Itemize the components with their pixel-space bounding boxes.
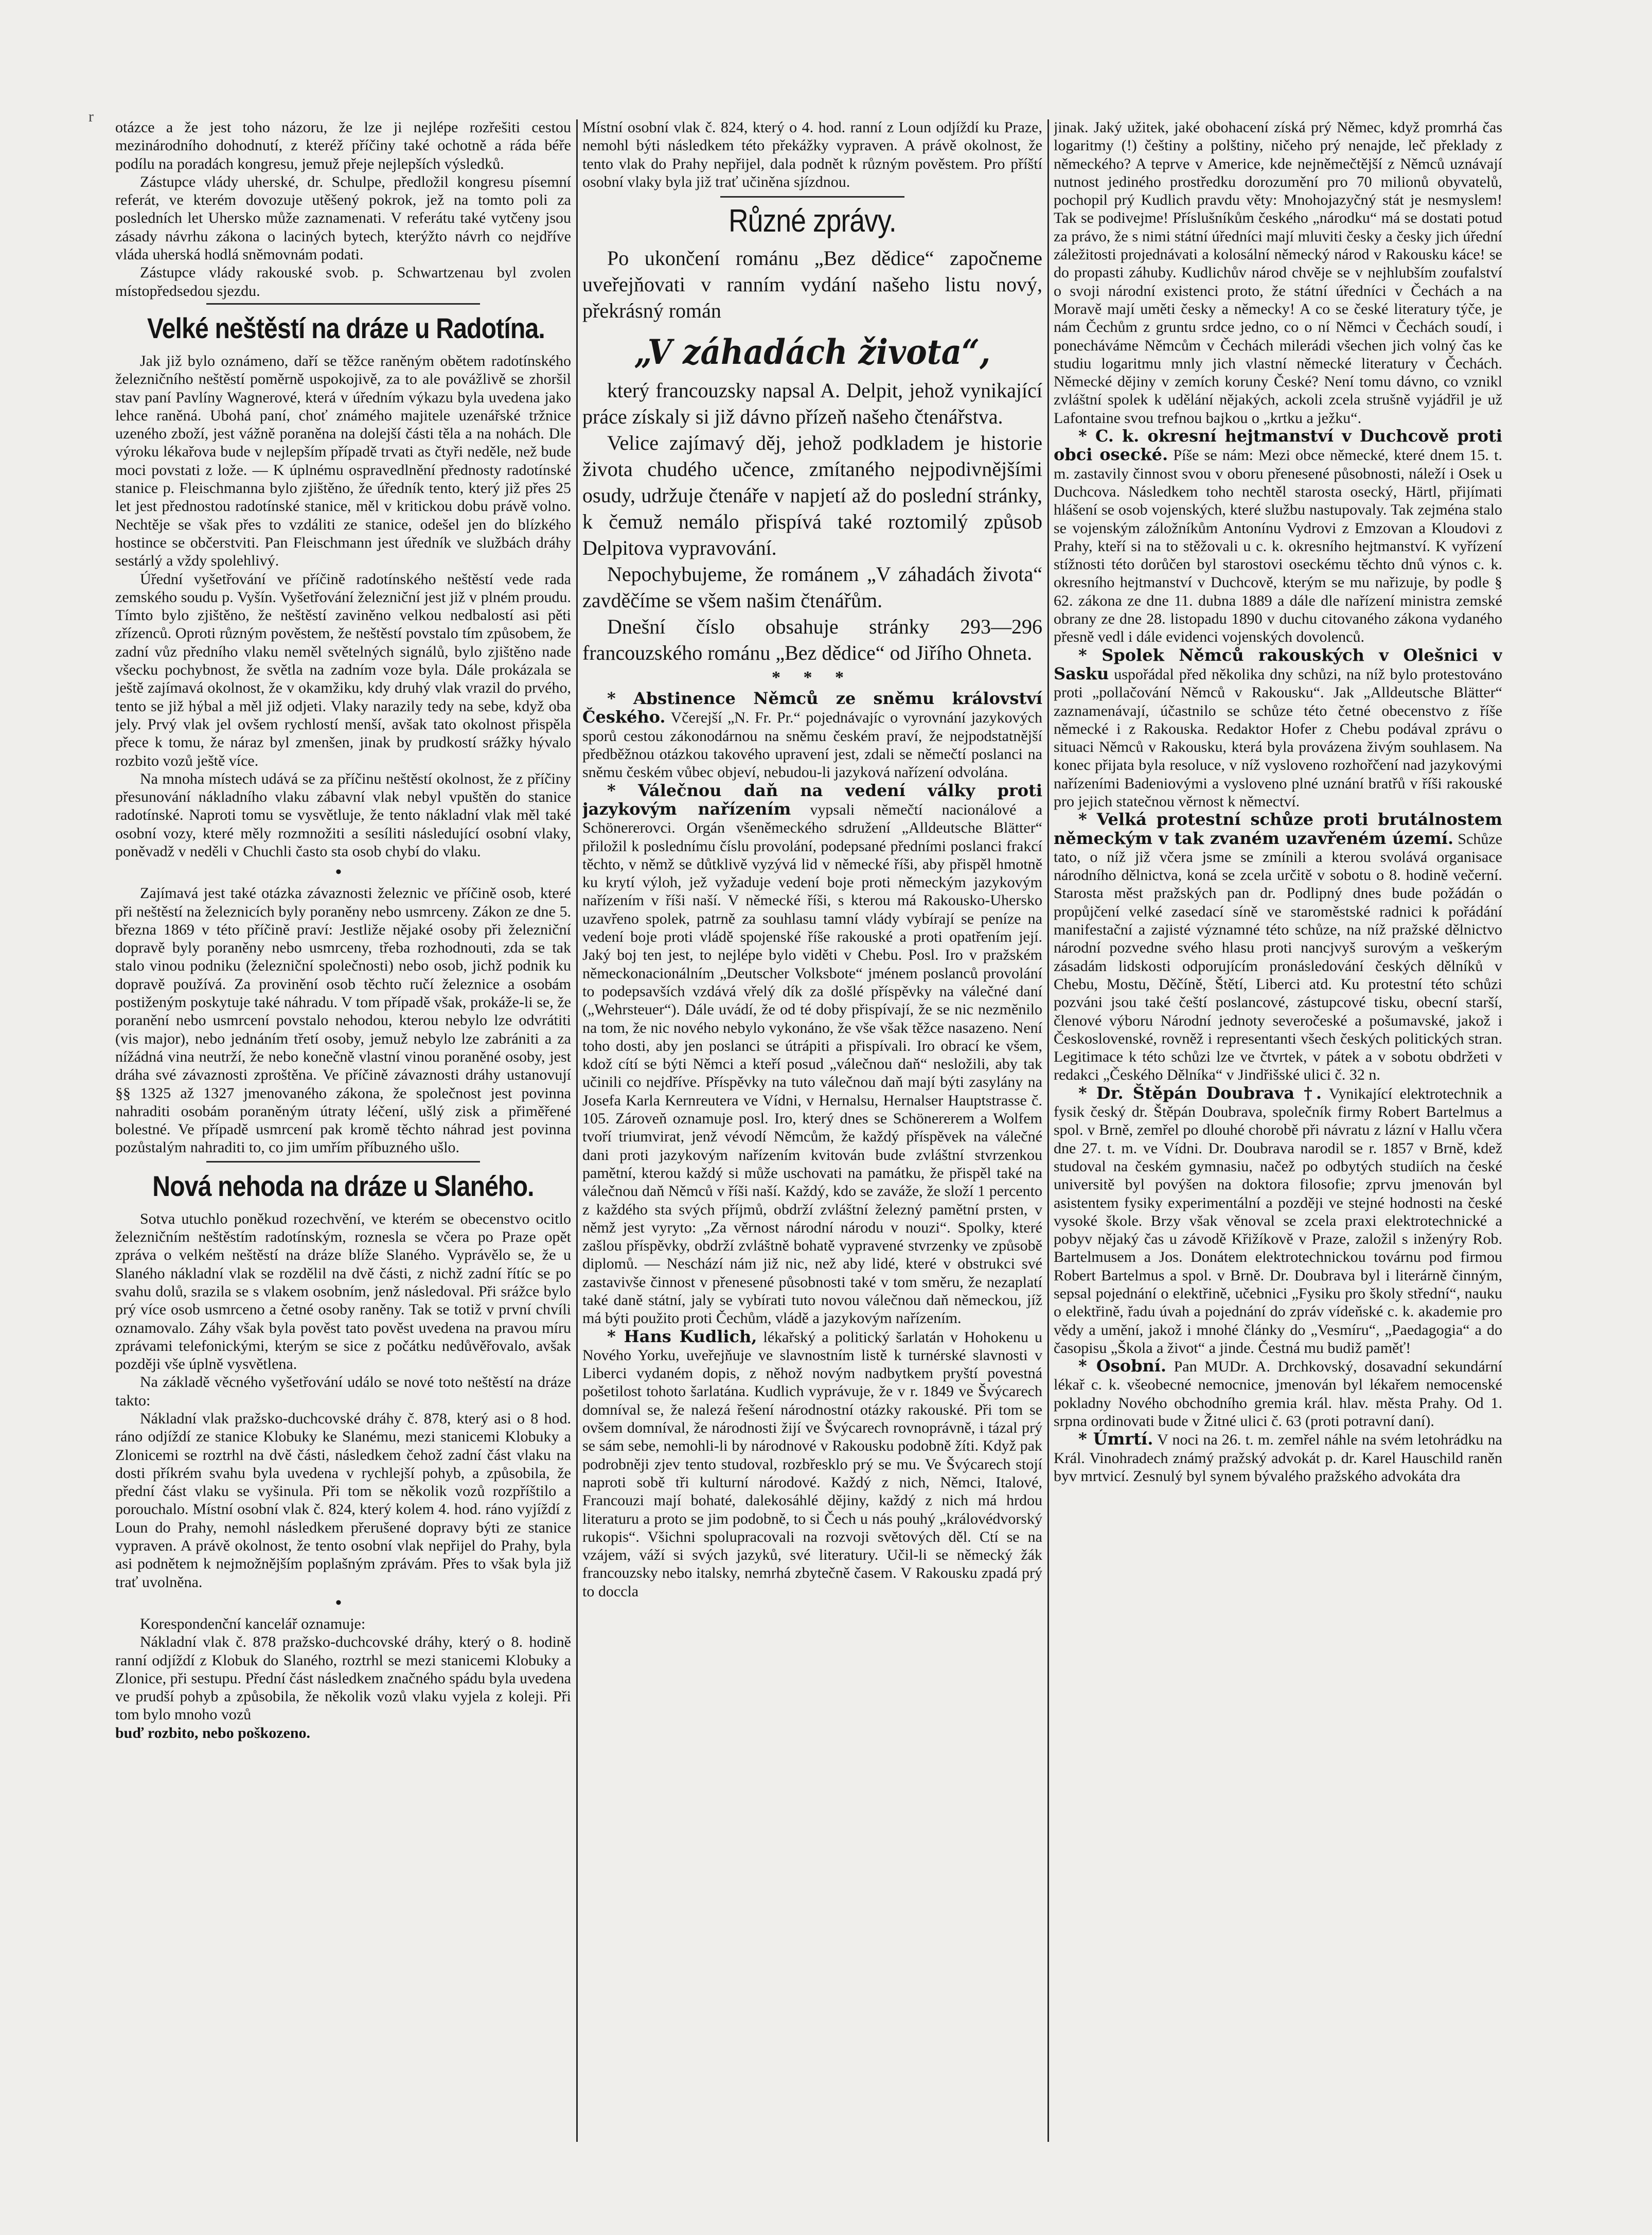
paragraph: jinak. Jaký užitek, jaké obohacení získá prý Němec, když promrhá čas logaritmy (!) češtiny a polštiny, ničeho prý nenajde, leč překlady z německého? A teprve v Americe, kde nejněmečtější z Němců uznávají nutnost jediného prostředku dorozumění pro 70 milionů obyvatelů, pochopil prý Kudlich pravdu věty: Mnohojazyčný stát je nesmyslem! Tak se podivejme! Příslušníkům českého „národku“ má se dostati potud za právo, že s nimi státní úředníci mají mluviti česky a česky jich úřední záležitosti projednávati a kolosální německý národ v Rakousku káce! se do propasti záhuby. Kudlichův národ chvěje se v nejhlubším zoufalství o svoji národní existenci proto, že státní úředníci v Čechách a na Moravě mají uměti česky a německy! A co se české literatury týče, je nám Čechům z gruntu srdce jedno, co o ní Němci v Čechách soudí, i ponecháváme Němcům v Čechách milerádi všechen jich volný čas ke studiu logaritmu mnly jich vlastní německé literatury v Čechách. Německé dějiny v zemích koruny České? Není tomu dávno, co vznikl zvláštní spolek k udělání nějakých, ackoli zcela strušně vyjádřil je už Lafontaine svou trefnou bajkou o „krtku a ježku“. [1054, 119, 1502, 427]
section-rule [206, 303, 480, 305]
section-rule [720, 196, 904, 198]
headline-slany: Nová nehoda na dráze u Slaného. [152, 1169, 534, 1202]
news-body: Schůze tato, o níž již včera jsme se zmínili a kterou svolává organisace národního dělnictva, koná se zcela určitě v sobotu o 8. hodině večerní. Starosta měst pražských pan dr. Podlipný dnes bude požádán o propůjčení velké zasedací síně ve staroměstské radnici k pořádání manifestační a zajisté významné této schůze, na níž pražské dělnictvo národní pozvedne svého hlasu proti nancjvyš surovým a veškerým zásadám lidskosti odporujícím pronásledování českých dělníků v Chebu, Mostu, Děčíně, Štětí, Liberci atd. Ku protestní této schůzi pozváni jsou také čeští poslancové, zástupcové tisku, obecní starší, členové výboru Národní jednoty severočeské a pošumavské, jakož i Československé, rovněž i representanti všech českých politických stran. Legitimace k této schůzi lze ve čtvrtek, v pátek a v sobotu obdržeti v redakci „Českého Dělníka“ v Jindřišské ulici č. 32 n. [1054, 830, 1502, 1084]
news-heading: * Velká protestní schůze proti brutálnostem německým v tak zvaném uzavřeném území. [1054, 809, 1502, 848]
novel-title: „V záhadách života“, [634, 332, 991, 373]
paragraph: Sotva utuchlo poněkud rozechvění, ve kterém se obecenstvo ocitlo železničním neštěstím radotínským, roznesla se včera po Praze opět zpráva o velkém neštěstí na dráze blíže Slaného. Vyprávělo se, že u Slaného nákladní vlak se rozdělil na dvě části, z nichž zadní řítíc se po svahu dolů, srazila se s vlakem osobním, jenž následoval. Při srážce bylo prý více osob usmrceno a četné osoby raněny. Tak se totiž v první chvíli oznamovalo. Záhy však byla pověst tato pověst uvedena na pravou míru zprávami telefonickými, kterým se sice z počátku nedůvěřovalo, avšak později vše úplně vysvětlena. [115, 1210, 571, 1373]
news-item [1054, 1084, 1502, 1357]
separator: • [335, 1593, 351, 1612]
paragraph: Korespondenční kancelář oznamuje: [140, 1615, 366, 1632]
news-body: Včerejší „N. Fr. Pr.“ pojednávajíc o vyrovnání jazykových sporů cestou zákonodárnou na sněmu českém praví, že nejpodstatnější předběžnou otázkou takového upravení jest, zdali se němečtí poslanci na sněmu českém vůbec objeví, nebudou-li jazyková nařízení odvolána. [582, 709, 1042, 781]
column-1 [115, 118, 571, 2156]
section-rule [206, 1161, 480, 1163]
news-body: Vynikající elektrotechnik a fysik český dr. Štěpán Doubrava, společník firmy Robert Bartelmus a spol. v Brně, zemřel po dlouhé chorobě při návratu z lázní v Hallu včera dne 27. t. m. ve Vídni. Dr. Doubrava narodil se r. 1857 v Brně, kdež studoval na českém gymnasiu, načež po odbytých studiích na české universitě byl povýšen na doktora filosofie; zprvu jmenován byl asistentem fysiky experimentální a později ve stejné hodnosti na české vysoké škole. Brzy však věnoval se zcela praxi elektrotechnické a pobyv nějaký čas u závodě Křižíkově v Praze, založil s inženýry Rob. Bartelmusem a Jos. Donátem elektrotechnickou továrnu pod firmou Robert Bartelmus a spol. v Brně. Dr. Doubrava byl i literárně činným, sepsal pojednání o elektřině, učebnici „Fysiku pro školy střední“, nauku o elektřině, řadu úvah a pojednání do zpráv vídeňské c. k. akademie pro vědy a umění, jakož i mnohé články do „Vesmíru“, „Paedagogia“ a do časopisu „Škola a život“ a jinde. Čestná mu budiž paměť! [1054, 1085, 1502, 1357]
news-item [1054, 427, 1502, 646]
news-body: V noci na 26. t. m. zemřel náhle na svém letohrádku na Král. Vinohradech známý pražský advokát p. dr. Karel Hauschild raněn byv mrtvicí. Zesnulý byl synem bývalého pražského advokáta dra [1054, 1431, 1502, 1485]
paragraph: Dnešní číslo obsahuje stránky 293—296 francouzského románu „Bez dědice“ od Jiřího Ohneta. [582, 615, 1042, 665]
paragraph: Jak již bylo oznámeno, daří se těžce raněným obětem radotínského železničního neštěstí poměrně uspokojivě, za to ale povážlivě se zhoršil stav paní Pavlíny Wagnerové, která v úředním výkazu byla uvedena jako lehce raněná. Ubohá paní, choť známého majitele uzenářské tržnice uzeného zboží, jest vážně poraněna na dolejší části těla a na nohách. Dle výroku lékařova bude v nejlepším případě trvati as čtyři neděle, než bude moci povstati z lože. — K úplnému ospravedlnění přednosty radotínské stanice p. Fleischmanna bylo zjištěno, že úředník tento, který již přes 25 let jest přednostou radotínské stanice, měl v kritickou dobu právě volno. Nechtěje se však přes to vzdáliti ze stanice, odešel jen do blízkého hostince se občerstviti. Pan Fleischmann jest úředník ve službách dráhy sestárlý a vždy spolehlivý. [115, 352, 571, 570]
paragraph: Úřední vyšetřování ve příčině radotínského neštěstí vede rada zemského soudu p. Vyšín. Vyšetřování železniční jest již v plném proudu. Tímto bylo zjištěno, že neštěstí zaviněno velkou nedbalostí asi pěti zřízenců. Oproti různým pověstem, že neštěstí povstalo tím způsobem, že zadní vůz předního vlaku neměl světelných signálů, bylo zjištěno nade všecku pochybnost, že světla na zadním voze byla. Dále prokázala se ještě zajímavá okolnost, že v okamžiku, kdy druhý vlak vrazil do prvého, tento se již hýbal a měl již odjeti. Vlaky narazily tedy na sebe, když oba jely. Prvý vlak jel ovšem rychlostí menší, avšak tato okolnost přispěla přece k tomu, že náraz byl zmenšen, jinak by prudkostí srážky hývalo rozbito vozů ještě více. [115, 570, 571, 769]
news-item [1054, 1430, 1502, 1485]
paragraph: otázce a že jest toho názoru, že lze ji nejlépe rozřešiti cestou mezinárodního dohodnutí, z kteréž příčiny také ochotně a ráda béře podílu na poradách kongresu, jemuž přeje nejlepších výsledků. [115, 119, 571, 172]
news-heading: * Dr. Štěpán Doubrava †. [1078, 1083, 1322, 1103]
paragraph: Zástupce vlády rakouské svob. p. Schwartzenau byl zvolen místopředsedou sjezdu. [115, 264, 571, 300]
separator-stars: * * * [772, 668, 853, 688]
news-item [1054, 811, 1502, 1084]
paragraph: Po ukončení románu „Bez dědice“ započneme uveřejňovati v ranním vydání našeho listu nový, překrásný román [582, 247, 1042, 323]
separator: • [335, 863, 351, 882]
column-rule-left [576, 119, 578, 2142]
news-item [1054, 1357, 1502, 1430]
headline-radotin: Velké neštěstí na dráze u Radotína. [147, 311, 545, 344]
news-heading: * Úmrtí. [1078, 1429, 1153, 1449]
margin-mark: r [88, 108, 94, 125]
column-2 [582, 118, 1042, 2156]
paragraph: Na mnoha místech udává se za příčinu neštěstí okolnost, že z příčiny přesunování nákladního vlaku zábavní vlak nebyl vpuštěn do stanice radotínské. Naproti tomu se vysvětluje, že tento nákladní vlak měl také osobní vozy, které měly rozmnožiti a sesíliti následující osobní vlaky, poněvadž v neděli v Chuchli často sta osob chybí do vlaku. [115, 770, 571, 860]
paragraph: Nákladní vlak č. 878 pražsko-duchcovské dráhy, který o 8. hodině ranní odjíždí z Klobuk do Slaného, roztrhl se mezi stanicemi Klobuky a Zlonice, při sestupu. Přední část následkem značného spádu byla uvedena ve prudší pohyb a způsobila, že několik vozů vlaku vyjela z koleji. Při tom bylo mnoho vozů [115, 1633, 571, 1723]
paragraph: Zajímavá jest také otázka závaznosti železnic ve příčině osob, které při neštěstí na železnicích byly poraněny nebo usmrceny. Zákon ze dne 5. března 1869 v této příčině praví: Jestliže nějaké osoby při železniční dopravě byly poraněny nebo usmrceny, třeba rozhodnouti, zda se tak stalo vinou podniku (železniční společnosti) nebo osob, jichž podnik ku dopravě používá. Za provinění osob těchto ručí železnice a osobám postiženým poskytuje také náhradu. V tom případě však, prokáže-li se, že poranění nebo usmrcení povstalo nehodou, kterou nebylo lze odvrátiti (vis major), nebo jednáním třetí osoby, jemuž nebylo lze zabrániti a za nížádná vina neutrží, že nebo konečně vlastní vinou poraněné osoby, jest dráha své závaznosti zproštěna. Ve příčině závaznosti dráhy ustanovují §§ 1325 až 1327 jmenovaného zákona, že společnost jest povinna nahraditi osobám poraněným útraty léčení, ušlý zisk a přiměřené bolestné. Ve případě usmrcení pak kromě těchto náhrad jest povinna pozůstalým nahraditi to, co jim umřím příbuzného ušlo. [115, 885, 571, 1156]
news-body: vypsali němečtí nacionálové a Schönererovci. Orgán všeněmeckého sdružení „Alldeutsche Blätter“ přiložil k poslednímu číslu provolání, podepsané předními poslanci frakcí těchto, v němž se důtklivě vyzývá lid v německé říši, aby přispěl hmotně ku krytí výloh, jež vyžaduje vedení boje proti německým jazykovým nařízením v říši naší. V německé říši, s kterou má Rakousko-Uhersko uzavřeno spolek, patrně za souhlasu tamní vlády vybírají se peníze na vedení boje proti vládě spojenské říše rakouské a proti opatřením její. Jaký boj ten jest, to nejlépe bylo viděti v Chebu. Posl. Iro v pražském německonacionálním „Deutscher Volksbote“ jménem poslanců provolání to podepsavších vzdává vřelý dík za došlé příspěvky na válečné daní („Wehrsteuer“). Dále uvádí, že od té doby přispívají, že se nic nezměnilo na tom, že nic nového nebylo vykonáno, že vše však těžce nasazeno. Není toho dosti, aby jen poslanci se útrápiti a přispívali. Iro obrací ke všem, kdož cítí se býti Němci a kteří posud „válečnou daň“ nesložili, aby tak učinili co nejdříve. Příspěvky na tuto válečnou daň mají býti zasylány na Josefa Karla Kernreutera ve Vídni, v Hernalsu, Hernalser Hauptstrasse č. 105. Zároveň oznamuje posl. Iro, který dnes se Schönererem a Wolfem tvoří triumvirat, jenž vévodí Němcům, že každý příspěvek na válečné dani proti jazykovým nařízením kvitován bude zvláštní stvrzenkou pamětní, kterou každý si může uschovati na památku, že přispěl také na válečnou daň Němců v říši naší. Každý, kdo se zaváže, že složí 1 percento z každého sta svých příjmů, obdrží zvláštní železný pamětní prsten, v němž jest vyryto: „Za věrnost národní národu v nouzi“. Spolky, které zašlou příspěvky, obdrží zvláštně bohatě vypravené stvrzenky ve způsobě diplomů. — Neschází nám již nic, než aby lidé, které v obstrukci své zastavivše činnost v přenesené působnosti také v tom směru, že nezaplatí také daně státní, jaly se vybírati tuto novou válečnou daň německou, jíž má býti použito proti Čechům, vládě a jazykovým nařízením. [582, 801, 1042, 1327]
news-heading: * C. k. okresní hejtmanství v Duchcově proti obci osecké. [1054, 426, 1502, 465]
paragraph-end: buď rozbito, nebo poškozeno. [115, 1724, 311, 1741]
news-heading: * Abstinence Němců ze sněmu království Českého. [582, 689, 1042, 727]
news-body: Píše se nám: Mezi obce německé, které dnem 15. t. m. zastavily činnost svou v oboru přenesené působnosti, náleží i Osek u Duchcova. Následkem toho nechtěl starosta osecký, Härtl, přijímati hlášení se osob vojenských, které službu nastupovaly. Tak zejména stalo se vojenským záložníkům Antonínu Vydrovi z Emzovan a Kloudovi z Prahy, kteří si na to stěžovali u c. k. okresního hejtmanství. K vyřízení stížnosti této dorůčen byl starostovi oseckému těchto dnů výnos c. k. okresního hejtmanství v Duchcově, kterým se mu nařizuje, by podle § 62. zákona ze dne 11. dubna 1889 a dále dle nařízení ministra zemské obrany ze dne 28. listopadu 1890 v duchu citovaného zákona vydaného přesně vedl i dále evidenci vojenských dovolenců. [1054, 447, 1502, 646]
paragraph: Velice zajímavý děj, jehož podkladem je historie života chudého učence, zmítaného nejpodivnějšími osudy, udržuje čtenáře v napjetí až do poslední stránky, k čemuž nemálo přispívá také roztomilý způsob Delpitova vypravování. [582, 431, 1042, 560]
paragraph: Nepochybujeme, že románem „V záhadách života“ zavděčíme se všem našim čtenářům. [582, 562, 1042, 612]
news-body: uspořádal před několika dny schůzi, na níž bylo protestováno proti „pollačování Němců v Rakousku“. Jak „Alldeutsche Blätter“ zaznamenávají, účastnilo se schůze této četné obecenstvo z říše německé i z Rakouska. Redaktor Hofer z Chebu podával zprávu o situaci Němců v Rakousku, která byla provázena živým souhlasem. Na konec přijata byla resoluce, v níž vysloveno rozhořčení nad jazykovými nařízeními Badeniovými a vysloveno plné uznání bratřů v říši rakouské pro jejich statečnou věrnost k němectví. [1054, 665, 1502, 810]
column-3 [1054, 118, 1502, 2156]
novel-announcement [582, 245, 1042, 666]
paragraph: Nákladní vlak pražsko-duchcovské dráhy č. 878, který asi o 8 hod. ráno odjíždí ze stanice Klobuky ke Slanému, mezi stanicemi Klobuky a Zlonicemi se roztrhl na dvě části, následkem čehož zadní část vlaku na dosti příkrém svahu byla uvedena v rychlejší pohyb, a způsobila, že přední část vlaku se vyšinula. Při tom se několik vozů rozpříštilo a porouchalo. Místní osobní vlak č. 824, který kolem 4. hod. ráno vyjíždí z Loun do Prahy, nemohl následkem přerušené dopravy býti ze stanice vypraven. A právě okolnost, že tento osobní vlak nepřijel do Prahy, byla asi podnětem k nejmožnějším poplašným zprávám. Přes to však byla již trať uvolněna. [115, 1410, 571, 1591]
news-item [582, 1328, 1042, 1600]
news-item [1054, 646, 1502, 811]
news-heading: * Hans Kudlich, [607, 1326, 757, 1346]
paragraph: Zástupce vlády uherské, dr. Schulpe, předložil kongresu písemní referát, ve kterém dovozuje utěšený pokrok, jež na tomto poli za posledních let Uhersko může zaznamenati. V referátu také vytčeny jsou zásady návrhu zákona o laciných bytech, kterýžto návrh co nejdříve vláda uherská hodlá sněmovnám podati. [115, 173, 571, 263]
news-body: lékařský a politický šarlatán v Hohokenu u Nového Yorku, uveřejňuje ve slavnostním listě k turnérské slavnosti v Liberci vydaném dopis, z něhož novým nadbytkem pryští povestná pošetilost tohoto šarlatána. Kudlich vyprávuje, že v r. 1849 ve Švýcarech domníval se, že nalezá řešení národnostní otázky rakouské. Při tom se ovšem domníval, že národnosti žijí ve Švýcarech rovnoprávně, i tázal prý se sám sebe, nemohli-li by národnové v Rakousku podobně žíti. Když pak podrobněji zjev tento studoval, rozbřesklo prý se mu. Ve Švýcarech stojí naproti sobě tři kulturní národové. Každý z nich, Němci, Italové, Francouzi mají bohaté, dalekosáhlé dějiny, každý z nich má hrdou literaturu a proto se jim podobně, to si Čech u nás pouhý „královédvorský rukopis“. Všichni spolupracovali na rozvoji světových děl. Ctí se na vzájem, váží si svých jazyků, své literatury. Učil-li se německý žák francouzsky nebo italsky, nemrhá zbytečně časem. V Rakousku zpadá prý to doccla [582, 1328, 1042, 1600]
news-heading: * Válečnou daň na vedení války proti jazykovým nařízením [582, 780, 1042, 819]
news-body: Pan MUDr. A. Drchkovský, dosavadní sekundární lékař c. k. všeobecné nemocnice, jmenován byl lékařem nemocenské pokladny Nového obchodního gremia král. hlav. města Prahy. Od 1. srpna ordinovati bude v Žitné ulici č. 63 (proti potravní daní). [1054, 1358, 1502, 1430]
headline-ruzne-zpravy: Různé zprávy. [729, 203, 896, 239]
paragraph: Místní osobní vlak č. 824, který o 4. hod. ranní z Loun odjíždí ku Praze, nemohl býti následkem této překážky vypraven. A právě okolnost, že tento vlak do Prahy nepřijel, dala podnět k různým pověstem. Pro příští osobní vlaky byla již trať učiněna sjízdnou. [582, 119, 1042, 190]
news-item [582, 690, 1042, 781]
paragraph: Na základě věcného vyšetřování událo se nové toto neštěstí na dráze takto: [115, 1374, 571, 1409]
paragraph: který francouzsky napsal A. Delpit, jehož vynikající práce získaly si již dávno přízeň našeho čtenářstva. [582, 379, 1042, 429]
news-heading: * Spolek Němců rakouských v Olešnici v Sasku [1054, 645, 1502, 683]
column-rule-right [1047, 119, 1049, 2142]
news-heading: * Osobní. [1078, 1356, 1167, 1376]
news-item [582, 782, 1042, 1328]
